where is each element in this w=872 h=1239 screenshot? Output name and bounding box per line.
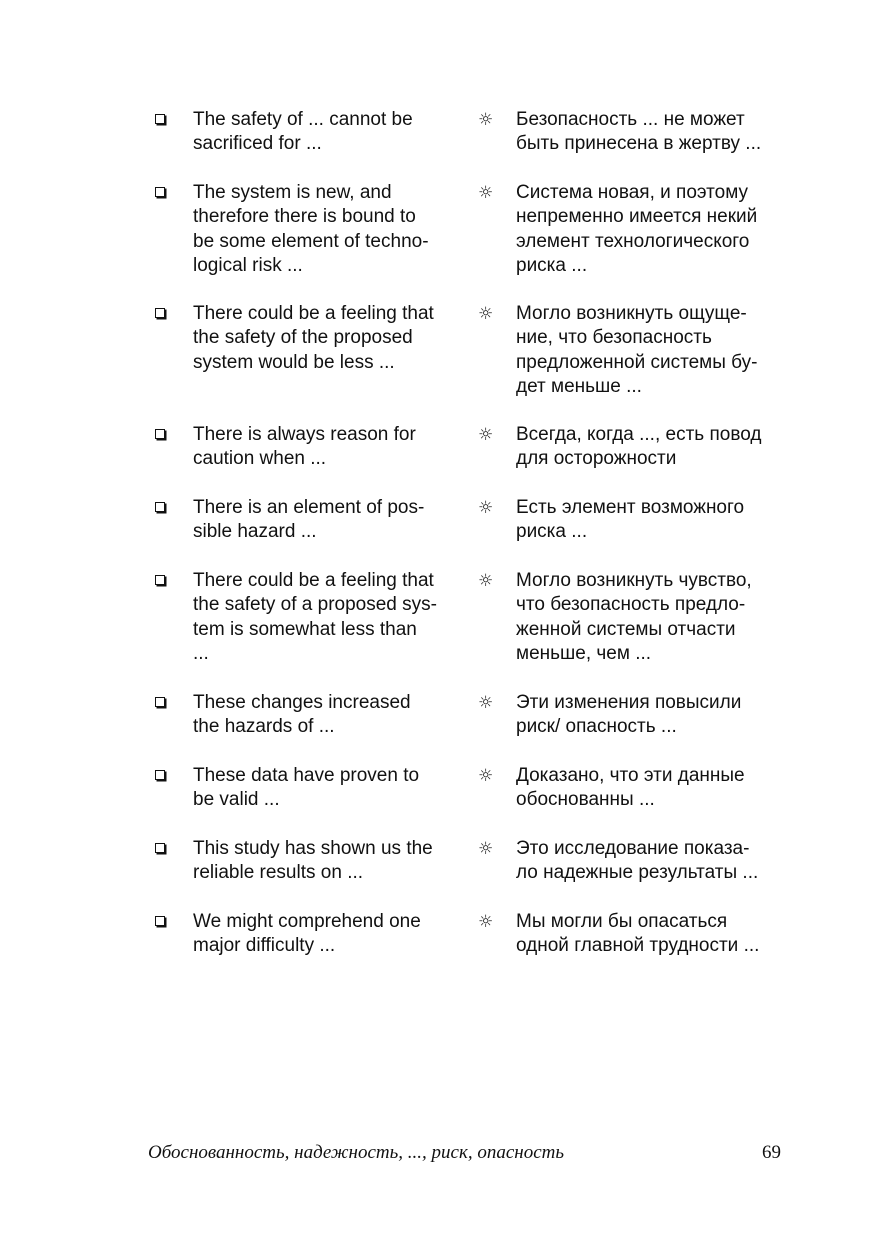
english-phrase: The system is new, and therefore there is bound to be some element of techno- logical risk ... xyxy=(193,182,429,276)
shadowed-box-icon xyxy=(155,916,165,926)
sun-icon: ☼ xyxy=(478,693,494,713)
shadowed-box-icon xyxy=(155,187,165,197)
running-footer-title: Обоснованность, надежность, ..., риск, опасность xyxy=(148,1142,565,1163)
sun-icon: ☼ xyxy=(478,766,494,786)
english-phrase: This study has shown us the reliable results on ... xyxy=(193,838,433,884)
russian-phrase: Всегда, когда ..., есть повод для осторожности xyxy=(516,424,762,470)
russian-phrase: Это исследование показа- ло надежные результаты ... xyxy=(516,838,759,884)
sun-icon: ☼ xyxy=(478,571,494,591)
english-phrase: These data have proven to be valid ... xyxy=(193,765,420,811)
shadowed-box-icon xyxy=(155,770,165,780)
english-phrase: We might comprehend one major difficulty ... xyxy=(193,911,421,957)
english-phrase: These changes increased the hazards of ... xyxy=(193,692,411,738)
russian-phrase: Могло возникнуть чувство, что безопасность предло- женной системы отчасти меньше, чем ... xyxy=(516,570,752,664)
sun-icon: ☼ xyxy=(478,839,494,859)
russian-phrase: Есть элемент возможного риска ... xyxy=(516,497,745,543)
page-number: 69 xyxy=(762,1142,781,1163)
english-phrase: The safety of ... cannot be sacrificed for ... xyxy=(193,109,413,155)
english-phrase: There is an element of pos- sible hazard ... xyxy=(193,497,425,543)
russian-phrase: Эти изменения повысили риск/ опасность ... xyxy=(516,692,742,738)
russian-phrase: Доказано, что эти данные обоснованны ... xyxy=(516,765,745,811)
shadowed-box-icon xyxy=(155,114,165,124)
sun-icon: ☼ xyxy=(478,183,494,203)
sun-icon: ☼ xyxy=(478,498,494,518)
english-phrase: There is always reason for caution when ... xyxy=(193,424,416,470)
shadowed-box-icon xyxy=(155,308,165,318)
russian-phrase: Мы могли бы опасаться одной главной трудности ... xyxy=(516,911,760,957)
sun-icon: ☼ xyxy=(478,425,494,445)
shadowed-box-icon xyxy=(155,575,165,585)
russian-phrase: Система новая, и поэтому непременно имеется некий элемент технологического риска ... xyxy=(516,182,758,276)
sun-icon: ☼ xyxy=(478,110,494,130)
sun-icon: ☼ xyxy=(478,304,494,324)
english-phrase: There could be a feeling that the safety of the proposed system would be less ... xyxy=(193,303,434,373)
shadowed-box-icon xyxy=(155,697,165,707)
russian-phrase: Безопасность ... не может быть принесена в жертву ... xyxy=(516,109,762,155)
english-phrase: There could be a feeling that the safety of a proposed sys- tem is somewhat less than ... xyxy=(193,570,437,664)
russian-phrase: Могло возникнуть ощуще- ние, что безопасность предложенной системы бу- дет меньше ... xyxy=(516,303,758,397)
shadowed-box-icon xyxy=(155,429,165,439)
shadowed-box-icon xyxy=(155,502,165,512)
shadowed-box-icon xyxy=(155,843,165,853)
sun-icon: ☼ xyxy=(478,912,494,932)
